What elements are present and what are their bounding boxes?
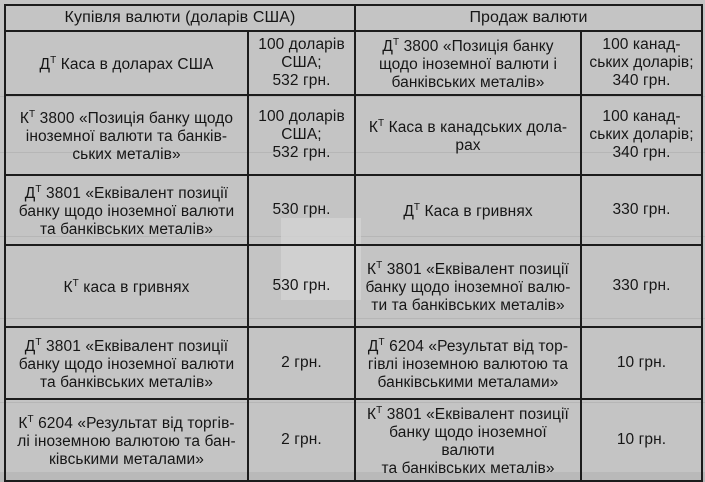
left-amount-cell: 2 грн. <box>248 399 355 481</box>
header-buy: Купівля валюти (доларів США) <box>5 5 355 31</box>
left-amount-cell: 530 грн. <box>248 245 355 327</box>
right-account-cell: $К^Т$ Каса в канадських дола- рах <box>355 95 581 175</box>
table-row <box>5 327 702 399</box>
table-row <box>5 245 702 327</box>
left-account-cell: $К^Т$ 3800 «Позиція банку щодо іноземної валюти та банків- ських металів» <box>5 95 248 175</box>
left-amount-cell: 100 доларів США; 532 грн. <box>248 31 355 95</box>
left-account-cell: $Д^Т$ Каса в доларах США <box>5 31 248 95</box>
right-amount-cell: 100 канад- ських доларів; 340 грн. <box>581 95 702 175</box>
header-row <box>5 5 702 31</box>
right-account-cell: $Д^Т$ 6204 «Результат від тор- гівлі іноземною валютою та банківськими металами» <box>355 327 581 399</box>
right-amount-cell: 10 грн. <box>581 327 702 399</box>
right-account-cell: $К^Т$ 3801 «Еквівалент позиції банку щодо іноземної валюти та банківських металів» <box>355 399 581 481</box>
table-row <box>5 95 702 175</box>
right-account-cell: $К^Т$ 3801 «Еквівалент позиції банку щодо іноземної валю- ти та банківських металів» <box>355 245 581 327</box>
right-amount-cell: 10 грн. <box>581 399 702 481</box>
table-row <box>5 175 702 245</box>
left-account-cell: $К^Т$ 6204 «Результат від торгів- лі іноземною валютою та бан- ківськими металами» <box>5 399 248 481</box>
right-amount-cell: 330 грн. <box>581 245 702 327</box>
right-account-cell: $Д^Т$ 3800 «Позиція банку щодо іноземної валюти і банківських металів» <box>355 31 581 95</box>
header-sell: Продаж валюти <box>355 5 702 31</box>
right-amount-cell: 330 грн. <box>581 175 702 245</box>
left-amount-cell: 100 доларів США; 532 грн. <box>248 95 355 175</box>
left-account-cell: $К^Т$ каса в гривнях <box>5 245 248 327</box>
left-account-cell: $Д^Т$ 3801 «Еквівалент позиції банку щодо іноземної валюти та банківських металів» <box>5 175 248 245</box>
left-amount-cell: 2 грн. <box>248 327 355 399</box>
left-account-cell: $Д^Т$ 3801 «Еквівалент позиції банку щодо іноземної валюти та банківських металів» <box>5 327 248 399</box>
table-row <box>5 399 702 481</box>
table-row <box>5 31 702 95</box>
left-amount-cell: 530 грн. <box>248 175 355 245</box>
right-account-cell: $Д^Т$ Каса в гривнях <box>355 175 581 245</box>
right-amount-cell: 100 канад- ських доларів; 340 грн. <box>581 31 702 95</box>
accounting-entries-table <box>4 4 703 482</box>
